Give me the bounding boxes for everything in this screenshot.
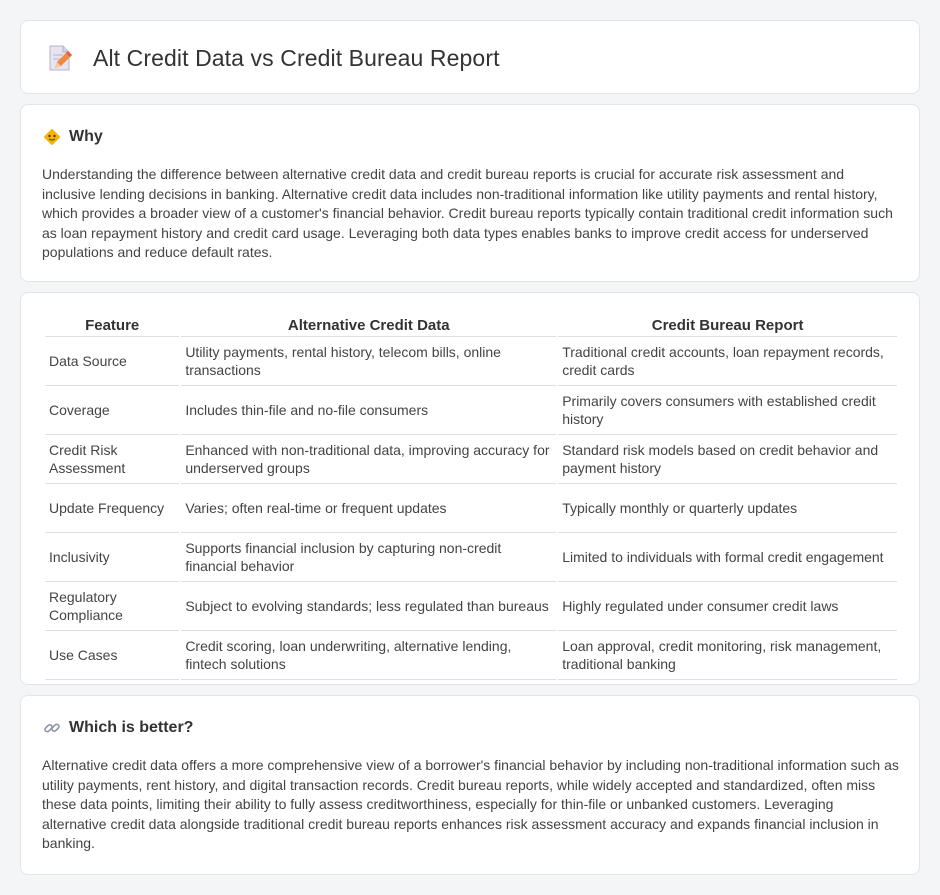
cell-bureau: Highly regulated under consumer credit laws — [558, 582, 897, 631]
cell-bureau: Loan approval, credit monitoring, risk management, traditional banking — [558, 631, 897, 680]
table-header-row — [45, 315, 897, 337]
page-title: Alt Credit Data vs Credit Bureau Report — [93, 44, 500, 71]
title-card — [20, 20, 920, 94]
why-card — [20, 104, 920, 282]
better-heading-row — [43, 719, 193, 737]
cell-bureau: Traditional credit accounts, loan repayment records, credit cards — [558, 337, 897, 386]
table-row — [45, 435, 897, 484]
table-row — [45, 631, 897, 680]
cell-alternative: Credit scoring, loan underwriting, alternative lending, fintech solutions — [181, 631, 556, 680]
which-is-better-card — [20, 695, 920, 875]
cell-bureau: Standard risk models based on credit behavior and payment history — [558, 435, 897, 484]
table-row — [45, 337, 897, 386]
title-row — [45, 43, 500, 73]
header-feature: Feature — [45, 315, 179, 337]
better-heading: Which is better? — [69, 719, 194, 736]
table-row — [45, 386, 897, 435]
cell-feature: Data Source — [45, 337, 179, 386]
cell-feature: Inclusivity — [45, 533, 179, 582]
table-row — [45, 582, 897, 631]
cell-alternative: Utility payments, rental history, telecom bills, online transactions — [181, 337, 556, 386]
comparison-table — [43, 315, 899, 680]
cell-alternative: Includes thin-file and no-file consumers — [181, 386, 556, 435]
edit-document-icon — [45, 43, 75, 73]
cell-bureau: Typically monthly or quarterly updates — [558, 484, 897, 533]
better-text: Alternative credit data offers a more comprehensive view of a borrower's financial behavior by including non-traditional information such as utility payments, rent history, and digital transaction records. Credit bureau reports, while widely accepted and standardized, often miss these data points, limiting their ability to fully assess creditworthiness, especially for thin-file or unbanked customers. Leveraging alternative credit data alongside traditional credit bureau reports enhances risk assessment accuracy and expands financial inclusion in banking. — [42, 757, 899, 851]
cell-alternative: Supports financial inclusion by capturing non-credit financial behavior — [181, 533, 556, 582]
why-heading-row — [43, 128, 103, 146]
table-row — [45, 484, 897, 533]
comparison-card — [20, 292, 920, 685]
cell-alternative: Subject to evolving standards; less regulated than bureaus — [181, 582, 556, 631]
why-text: Understanding the difference between alternative credit data and credit bureau reports is crucial for accurate risk assessment and inclusive lending decisions in banking. Alternative credit data includes non-traditional information like utility payments and rental history, which provides a broader view of a customer's financial behavior. Credit bureau reports typically contain traditional credit information such as loan repayment history and credit card usage. Leveraging both data types enables banks to improve credit access for underserved populations and reduce default rates. — [42, 166, 893, 260]
cell-alternative: Varies; often real-time or frequent updates — [181, 484, 556, 533]
header-credit-bureau-report: Credit Bureau Report — [558, 315, 897, 337]
table-row — [45, 533, 897, 582]
cell-feature: Update Frequency — [45, 484, 179, 533]
link-icon — [43, 719, 61, 737]
cell-feature: Use Cases — [45, 631, 179, 680]
diamond-warning-icon — [43, 128, 61, 146]
header-alternative-credit-data: Alternative Credit Data — [181, 315, 556, 337]
cell-feature: Regulatory Compliance — [45, 582, 179, 631]
cell-alternative: Enhanced with non-traditional data, improving accuracy for underserved groups — [181, 435, 556, 484]
why-heading: Why — [69, 128, 103, 145]
cell-feature: Coverage — [45, 386, 179, 435]
cell-bureau: Primarily covers consumers with established credit history — [558, 386, 897, 435]
cell-bureau: Limited to individuals with formal credit engagement — [558, 533, 897, 582]
cell-feature: Credit Risk Assessment — [45, 435, 179, 484]
